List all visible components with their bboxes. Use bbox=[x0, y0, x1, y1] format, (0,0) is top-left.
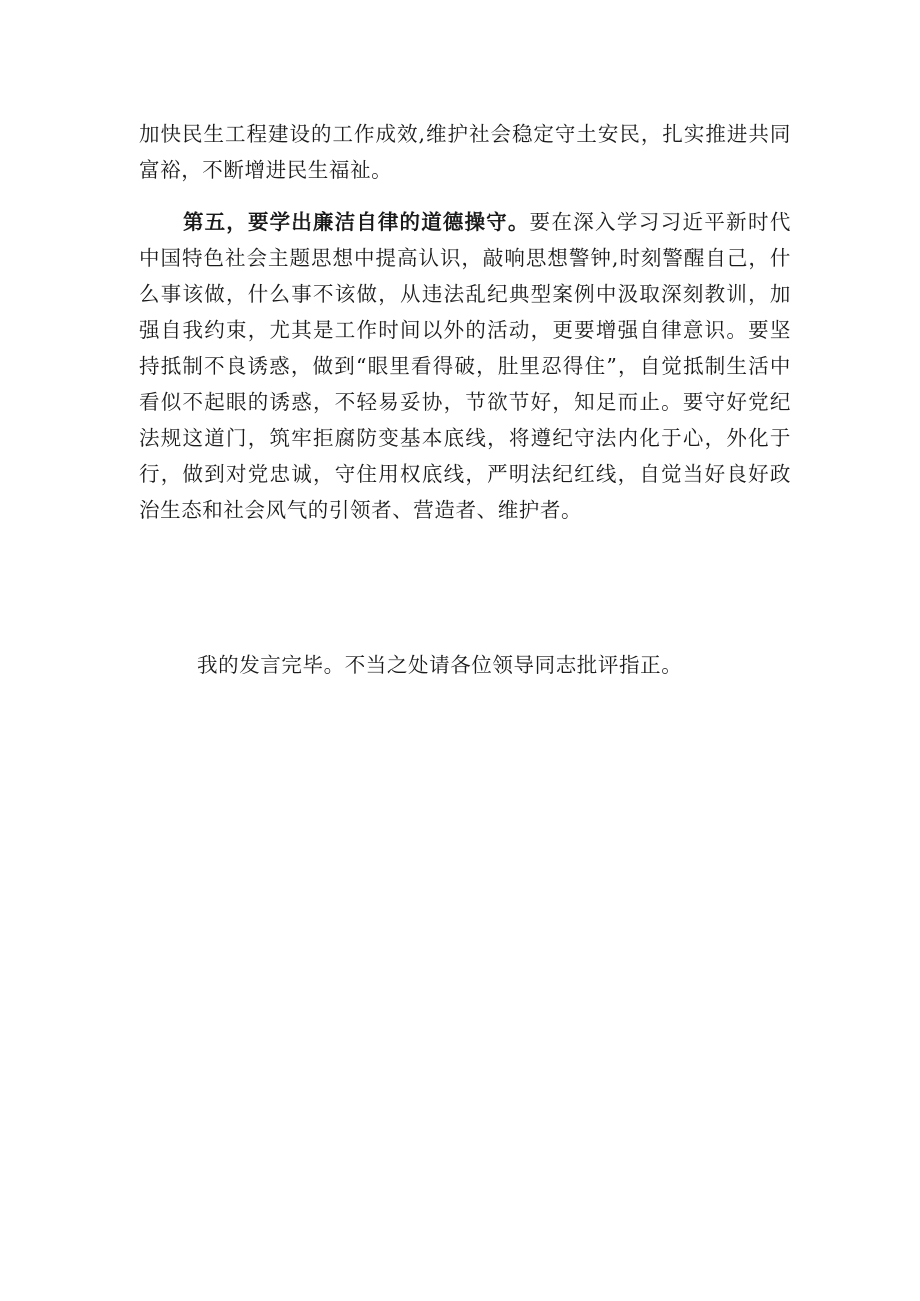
paragraph-fifth-body: 要在深入学习习近平新时代中国特色社会主题思想中提高认识，敲响思想警钟,时刻警醒自己，什么事该做，什么事不该做，从违法乱纪典型案例中汲取深刻教训，加强自我约束，尤其是工作时间以外的活动，更要增强自律意识。要坚持抵制不良诱惑，做到“眼里看得破，肚里忍得住”，自觉抵制生活中看似不起眼的诱惑，不轻易妥协，节欲节好，知足而止。要守好党纪法规这道门，筑牢拒腐防变基本底线，将遵纪守法内化于心，外化于行，做到对党忠诚，守住用权底线，严明法纪红线，自觉当好良好政治生态和社会风气的引领者、营造者、维护者。 bbox=[139, 210, 791, 522]
closing-remark bbox=[197, 647, 791, 683]
closing-remark-text: 我的发言完毕。不当之处请各位领导同志批评指正。 bbox=[197, 653, 683, 677]
paragraph-continued bbox=[139, 116, 791, 188]
paragraph-fifth bbox=[139, 204, 791, 528]
paragraph-continued-text: 加快民生工程建设的工作成效,维护社会稳定守土安民，扎实推进共同富裕，不断增进民生福祉。 bbox=[139, 122, 791, 182]
paragraph-fifth-heading: 第五，要学出廉洁自律的道德操守。 bbox=[183, 210, 530, 234]
